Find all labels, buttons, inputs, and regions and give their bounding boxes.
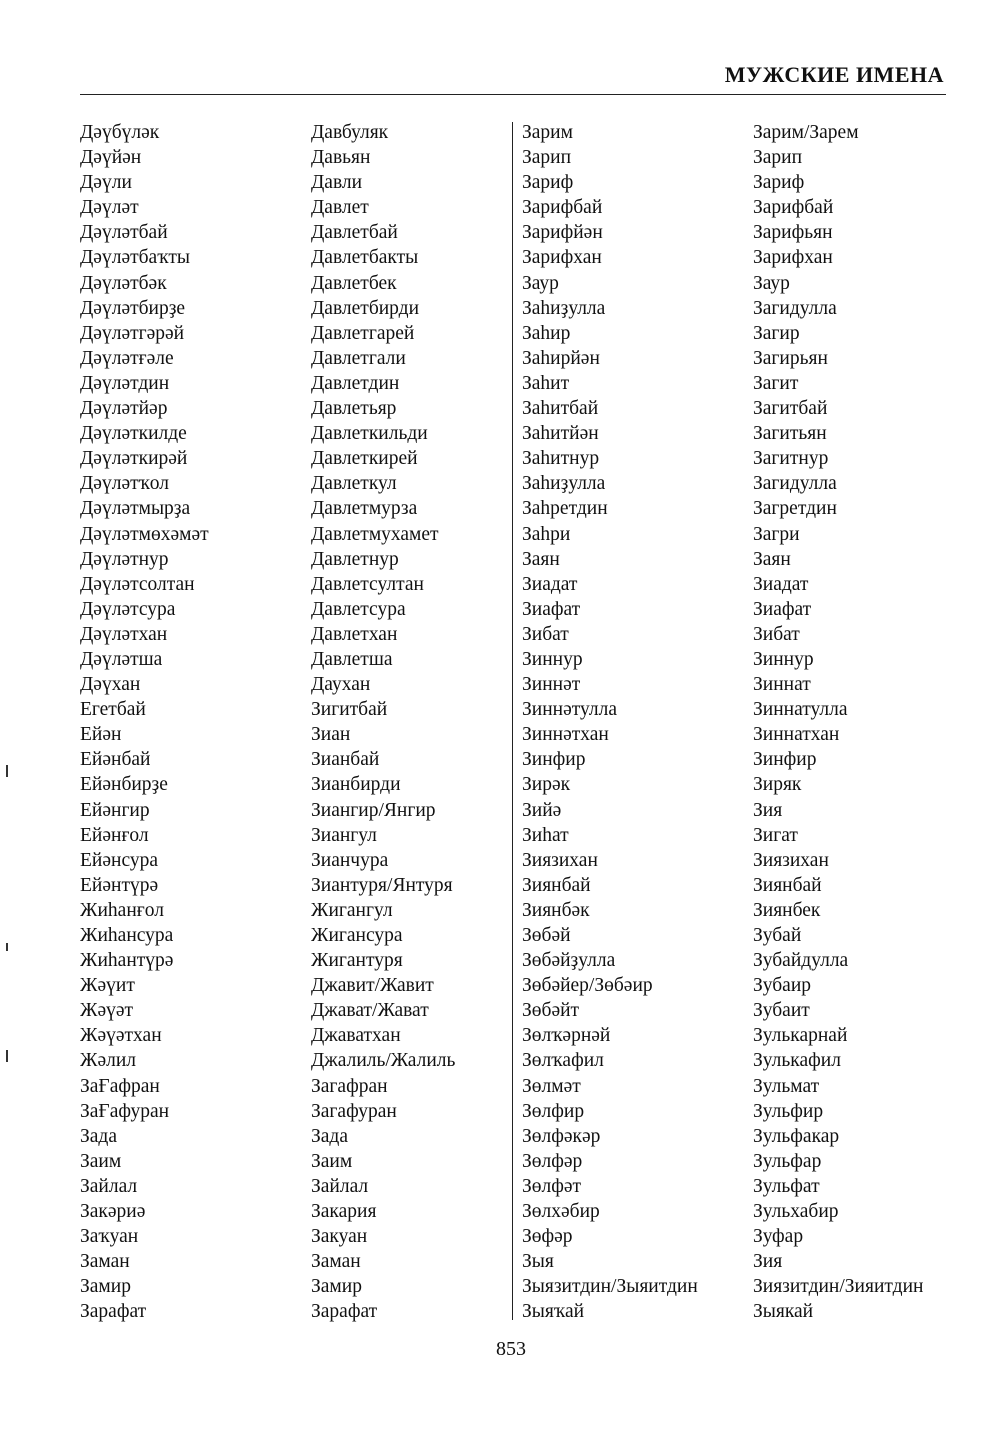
- name-entry: Заур: [753, 272, 790, 294]
- name-entry: Зубаит: [753, 1000, 810, 1022]
- name-entry: Дәүләтша: [80, 648, 163, 670]
- name-entry: Жиһанғол: [80, 899, 164, 921]
- name-entry: Зиангир/Янгир: [311, 799, 436, 821]
- name-entry: Зиннат: [753, 674, 811, 696]
- name-entry: Зуфар: [753, 1226, 804, 1248]
- name-entry: Зульфат: [753, 1175, 820, 1197]
- name-entry: Зөбәйт: [522, 1000, 580, 1022]
- name-entry: ЗаҒафран: [80, 1075, 160, 1097]
- name-entry: Зиязихан: [753, 849, 829, 871]
- name-entry: Зариф: [522, 172, 574, 194]
- name-entry: Жигансура: [311, 925, 403, 946]
- name-entry: Давлетсултан: [311, 573, 424, 595]
- name-entry: Зиафат: [753, 598, 812, 620]
- name-entry: Зарип: [753, 147, 803, 169]
- name-entry: Давлетхан: [311, 623, 398, 645]
- name-entry: Давьян: [311, 147, 371, 169]
- name-entry: Давлеткирей: [311, 448, 418, 470]
- name-entry: Зульмат: [753, 1075, 820, 1097]
- name-entry: Зиннәтхан: [522, 724, 609, 746]
- name-entry: Давлетьяр: [311, 398, 397, 420]
- name-entry: Давлетнур: [311, 548, 399, 570]
- name-entry: Зада: [80, 1125, 118, 1147]
- name-entry: Загитьян: [753, 423, 827, 445]
- name-entry: Зигитбай: [311, 699, 388, 721]
- name-entry: Загир: [753, 322, 800, 344]
- name-entry: Закуан: [311, 1226, 368, 1248]
- name-entry: Зарифбай: [522, 197, 603, 219]
- name-entry: Давлет: [311, 197, 369, 219]
- name-entry: Дәүләткирәй: [80, 448, 188, 470]
- name-entry: Зарим/Зарем: [753, 122, 859, 143]
- name-entry: Жәүәтхан: [80, 1025, 162, 1047]
- name-entry: Зыязитдин/Зыяитдин: [522, 1276, 698, 1298]
- name-entry: Заһиҙулла: [522, 297, 606, 319]
- name-entry: Зиан: [311, 724, 351, 746]
- name-entry: Заһри: [522, 523, 571, 545]
- name-entry: Зөбәй: [522, 925, 571, 946]
- name-entry: Зарим: [522, 122, 573, 143]
- name-entry: Дәүләтсолтан: [80, 573, 195, 595]
- name-entry: Ейәнбай: [80, 749, 151, 771]
- name-entry: Джалиль/Жалиль: [311, 1050, 456, 1072]
- name-entry: Зыякай: [753, 1301, 814, 1323]
- name-entry: Давлетбирди: [311, 297, 420, 319]
- name-entry: Заур: [522, 272, 559, 294]
- name-entry: Зөлҡафил: [522, 1050, 604, 1072]
- name-entry: Давли: [311, 172, 363, 194]
- name-entry: Дәүләтсура: [80, 598, 176, 620]
- name-entry: Зиһат: [522, 824, 569, 846]
- name-entry: Джавит/Жавит: [311, 975, 434, 997]
- name-entry: Жәлил: [80, 1050, 137, 1072]
- page-header-title: МУЖСКИЕ ИМЕНА: [724, 62, 944, 87]
- name-entry: Зиннатулла: [753, 699, 848, 721]
- name-entry: Зыя: [522, 1251, 554, 1273]
- name-entry: Дәүләтхан: [80, 623, 168, 645]
- name-entry: Заһретдин: [522, 498, 608, 520]
- name-entry: Зарафат: [80, 1301, 147, 1323]
- name-entry: Зия: [753, 1251, 783, 1273]
- name-entry: Жәүит: [80, 975, 135, 997]
- name-entry: Загидулла: [753, 473, 837, 495]
- name-entry: Дәүләтгәрәй: [80, 322, 185, 344]
- margin-mark: [6, 1050, 8, 1062]
- name-entry: Зарифбай: [753, 197, 834, 219]
- name-entry: Джават/Жават: [311, 1000, 429, 1022]
- name-entry: Зарифхан: [522, 247, 602, 269]
- name-entry: Зиянбәк: [522, 899, 590, 921]
- name-entry: Замир: [311, 1276, 362, 1298]
- name-entry: Давбуляк: [311, 122, 389, 143]
- name-entry: Джаватхан: [311, 1025, 401, 1047]
- name-entry: Дәүләтбай: [80, 222, 168, 244]
- name-entry: Зибат: [522, 623, 569, 645]
- name-entry: Зульхабир: [753, 1201, 839, 1223]
- name-entry: Зөфәр: [522, 1226, 573, 1248]
- name-entry: Зулькарнай: [753, 1025, 848, 1047]
- name-entry: Давлетмухамет: [311, 523, 439, 545]
- name-entry: Зиянбай: [753, 874, 822, 896]
- name-entry: Зубайдулла: [753, 950, 849, 972]
- name-entry: Дәүләтнур: [80, 548, 169, 570]
- margin-mark: [6, 943, 8, 951]
- name-entry: Закария: [311, 1201, 377, 1223]
- name-entry: Ейәнсура: [80, 849, 158, 871]
- column-russian-left: [311, 120, 455, 1325]
- name-entry: Дәүләткилде: [80, 423, 187, 445]
- name-entry: Давлетбакты: [311, 247, 419, 269]
- name-entry: Зианбай: [311, 749, 380, 771]
- name-entry: Загитнур: [753, 448, 829, 470]
- name-entry: Давлетдин: [311, 372, 400, 394]
- name-entry: Зыяҡай: [522, 1301, 585, 1323]
- name-entry: Зульфир: [753, 1100, 824, 1122]
- name-entry: Дәүләтйәр: [80, 398, 168, 420]
- name-entry: Зигат: [753, 824, 798, 846]
- name-entry: Ейәнғол: [80, 824, 149, 846]
- name-entry: Загафран: [311, 1075, 388, 1097]
- name-entry: Зиннатхан: [753, 724, 840, 746]
- name-entry: Зийә: [522, 799, 562, 821]
- name-entry: Дәүләтдин: [80, 372, 170, 394]
- name-entry: Жиһантүрә: [80, 950, 174, 972]
- name-entry: Жәүәт: [80, 1000, 134, 1022]
- name-entry: Зирәк: [522, 774, 571, 796]
- name-entry: Загитбай: [753, 398, 828, 420]
- name-entry: Заһиҙулла: [522, 473, 606, 495]
- name-entry: Ейәнгир: [80, 799, 150, 821]
- name-entry: Зиязитдин/Зияитдин: [753, 1276, 924, 1298]
- name-entry: Дәүләт: [80, 197, 139, 219]
- name-entry: Зинфир: [522, 749, 586, 771]
- name-entry: Зианбирди: [311, 774, 401, 796]
- name-entry: Зөлхәбир: [522, 1201, 600, 1223]
- name-entry: Загри: [753, 523, 800, 545]
- name-entry: Зиязихан: [522, 849, 598, 871]
- name-entry: Заман: [311, 1251, 361, 1273]
- name-entry: Зөлфәт: [522, 1175, 582, 1197]
- name-entry: Заһит: [522, 372, 570, 394]
- name-entry: Зиянбек: [753, 899, 821, 921]
- name-entry: Дәүйән: [80, 147, 142, 169]
- name-entry: Давлетша: [311, 648, 393, 670]
- name-entry: Зиннур: [522, 648, 583, 670]
- name-entry: Заһитнур: [522, 448, 600, 470]
- name-entry: ЗаҒафуран: [80, 1100, 170, 1122]
- name-entry: Дәүләтмөхәмәт: [80, 523, 209, 545]
- name-entry: Дәүхан: [80, 674, 141, 696]
- name-entry: Дәүләтбирҙе: [80, 297, 186, 319]
- name-entry: Заим: [80, 1150, 122, 1172]
- column-russian-right: [753, 120, 923, 1325]
- name-entry: Зулькафил: [753, 1050, 841, 1072]
- name-entry: Загирьян: [753, 347, 828, 369]
- name-entry: Давлетгарей: [311, 322, 415, 344]
- name-entry: Давлеткильди: [311, 423, 428, 445]
- column-bashkir-right: [522, 120, 698, 1325]
- name-entry: Заян: [753, 548, 791, 570]
- name-entry: Зиантуря/Янтуря: [311, 874, 453, 896]
- name-entry: Ейәнбирҙе: [80, 774, 168, 796]
- name-entry: Давлетмурза: [311, 498, 418, 520]
- name-entry: Ейән: [80, 724, 122, 746]
- name-entry: Дәүләтмырҙа: [80, 498, 191, 520]
- name-entry: Заман: [80, 1251, 130, 1273]
- name-entry: Ейәнтүрә: [80, 874, 159, 896]
- name-entry: Зарифйән: [522, 222, 603, 244]
- header-rule: [80, 94, 946, 95]
- name-entry: Зиадат: [522, 573, 578, 595]
- name-entry: Зибат: [753, 623, 800, 645]
- name-entry: Загит: [753, 372, 799, 394]
- name-entry: Зиянбай: [522, 874, 591, 896]
- margin-mark: [6, 765, 8, 777]
- column-divider: [512, 122, 513, 1320]
- name-entry: Егетбай: [80, 699, 146, 721]
- name-entry: Дәүбүләк: [80, 122, 160, 143]
- name-entry: Зиадат: [753, 573, 809, 595]
- page-number: 853: [496, 1338, 526, 1360]
- name-entry: Зайлал: [80, 1175, 138, 1197]
- name-entry: Зиннур: [753, 648, 814, 670]
- name-entry: Давлетгали: [311, 347, 406, 369]
- name-entry: Зинфир: [753, 749, 817, 771]
- name-entry: Зада: [311, 1125, 349, 1147]
- name-entry: Зульфакар: [753, 1125, 840, 1147]
- name-entry: Загидулла: [753, 297, 837, 319]
- name-entry: Заим: [311, 1150, 353, 1172]
- name-entry: Зиафат: [522, 598, 581, 620]
- name-entry: Заһитйән: [522, 423, 599, 445]
- name-entry: Закәриә: [80, 1201, 146, 1223]
- name-entry: Зульфар: [753, 1150, 822, 1172]
- name-entry: Заҡуан: [80, 1226, 139, 1248]
- name-entry: Жигантуря: [311, 950, 403, 972]
- name-entry: Давлетсура: [311, 598, 406, 620]
- name-entry: Жигангул: [311, 899, 393, 921]
- column-bashkir-left: [80, 120, 209, 1325]
- name-entry: Зарифхан: [753, 247, 833, 269]
- name-entry: Зөлфир: [522, 1100, 585, 1122]
- name-entry: Давлеткул: [311, 473, 397, 495]
- name-entry: Зианчура: [311, 849, 389, 871]
- name-entry: Загретдин: [753, 498, 837, 520]
- name-entry: Жиһансура: [80, 925, 174, 946]
- name-entry: Зөбәйер/Зөбәир: [522, 975, 653, 997]
- name-entry: Зөлфәр: [522, 1150, 583, 1172]
- name-entry: Дәүли: [80, 172, 132, 194]
- name-entry: Давлетбай: [311, 222, 398, 244]
- name-entry: Зөлмәт: [522, 1075, 581, 1097]
- name-entry: Зубай: [753, 925, 802, 946]
- name-entry: Зөлфәкәр: [522, 1125, 601, 1147]
- name-entry: Заһитбай: [522, 398, 599, 420]
- name-entry: Замир: [80, 1276, 131, 1298]
- name-entry: Загафуран: [311, 1100, 397, 1122]
- name-entry: Зайлал: [311, 1175, 369, 1197]
- name-entry: Заян: [522, 548, 560, 570]
- name-entry: Заһир: [522, 322, 571, 344]
- name-entry: Зиангул: [311, 824, 377, 846]
- name-entry: Зубаир: [753, 975, 812, 997]
- name-entry: Зөбәйҙулла: [522, 950, 616, 972]
- name-entry: Зиннәт: [522, 674, 581, 696]
- name-entry: Дәүләтбаҡты: [80, 247, 190, 269]
- name-entry: Зиннәтулла: [522, 699, 618, 721]
- name-entry: Зарифьян: [753, 222, 833, 244]
- name-entry: Зөлҡәрнәй: [522, 1025, 611, 1047]
- name-entry: Даухан: [311, 674, 371, 696]
- name-entry: Заһирйән: [522, 347, 600, 369]
- name-entry: Зариф: [753, 172, 805, 194]
- name-entry: Зарафат: [311, 1301, 378, 1323]
- name-entry: Дәүләтҡол: [80, 473, 170, 495]
- name-entry: Давлетбек: [311, 272, 397, 294]
- name-entry: Дәүләтғәле: [80, 347, 174, 369]
- name-entry: Дәүләтбәк: [80, 272, 167, 294]
- name-entry: Зиряк: [753, 774, 802, 796]
- name-entry: Зия: [753, 799, 783, 821]
- name-entry: Зарип: [522, 147, 572, 169]
